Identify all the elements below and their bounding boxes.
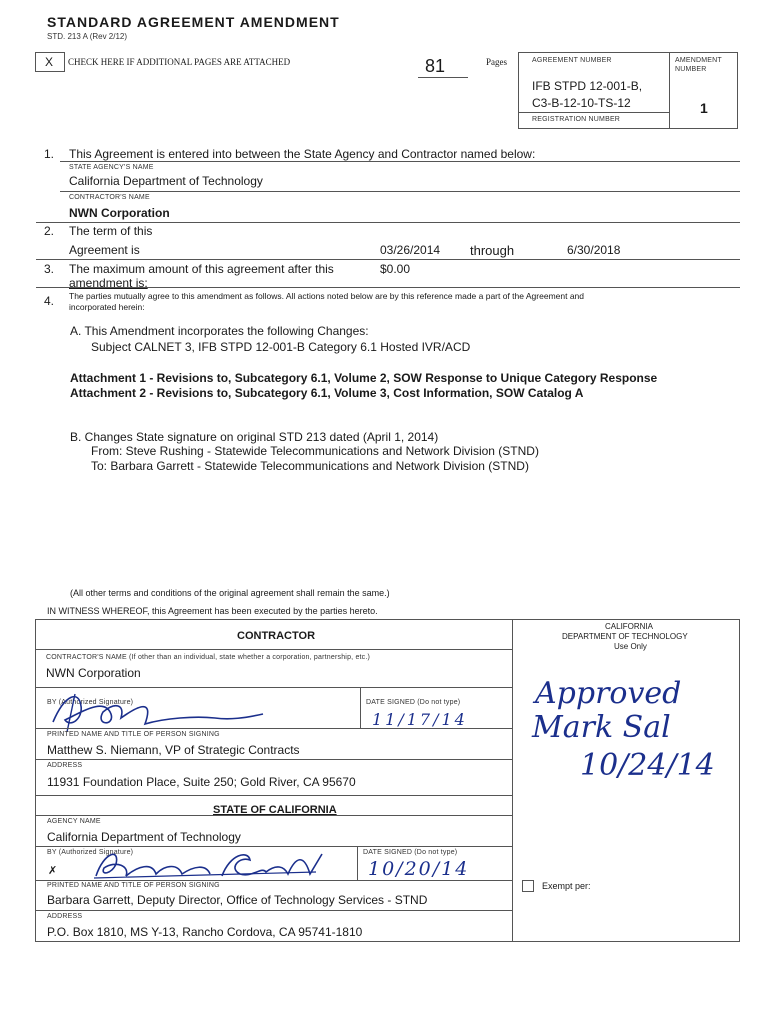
dept-use-line1: CALIFORNIA xyxy=(605,622,654,631)
change-b-line3: To: Barbara Garrett - Statewide Telecommunications and Network Division (STND) xyxy=(91,459,529,473)
registration-number-label: REGISTRATION NUMBER xyxy=(532,116,621,123)
section-1-text: This Agreement is entered into between the State Agency and Contractor named below: xyxy=(69,147,536,161)
section-4-line2: incorporated herein: xyxy=(69,302,145,312)
section-3-number: 3. xyxy=(44,262,55,276)
dept-approval-handwriting-1: Approved xyxy=(535,676,682,711)
state-date-handwritten: 10/20/14 xyxy=(368,858,470,880)
agreement-number-label: AGREEMENT NUMBER xyxy=(532,57,612,64)
term-line2: Agreement is xyxy=(69,243,140,257)
section-1-number: 1. xyxy=(44,147,55,161)
other-terms-note: (All other terms and conditions of the original agreement shall remain the same.) xyxy=(70,588,390,598)
max-amount-line2: amendment is: xyxy=(69,276,148,290)
contractor-printed-name: Matthew S. Niemann, VP of Strategic Contracts xyxy=(47,743,300,757)
change-a-line2: Subject CALNET 3, IFB STPD 12-001-B Category 6.1 Hosted IVR/ACD xyxy=(91,340,471,354)
state-by-label: BY (Authorized Signature) xyxy=(47,849,134,856)
state-printed-name: Barbara Garrett, Deputy Director, Office of Technology Services - STND xyxy=(47,893,428,907)
contractor-address: 11931 Foundation Place, Suite 250; Gold River, CA 95670 xyxy=(47,775,356,789)
change-a-line1: A. This Amendment incorporates the following Changes: xyxy=(70,324,369,338)
state-heading: STATE OF CALIFORNIA xyxy=(213,804,337,816)
pages-label: Pages xyxy=(486,57,507,67)
exempt-label: Exempt per: xyxy=(542,881,591,891)
form-number: STD. 213 A (Rev 2/12) xyxy=(47,32,128,41)
pages-count: 81 xyxy=(425,56,446,76)
state-agency-name-label: STATE AGENCY'S NAME xyxy=(69,164,154,171)
amendment-number: 1 xyxy=(700,100,708,116)
exempt-checkbox[interactable] xyxy=(522,880,534,892)
state-date-label: DATE SIGNED (Do not type) xyxy=(363,849,458,856)
attachment-2: Attachment 2 - Revisions to, Subcategory 6.1, Volume 3, Cost Information, SOW Catalog A xyxy=(70,386,584,400)
section-4-line1: The parties mutually agree to this amendment as follows. All actions noted below are by this reference made a part of the Agreement and xyxy=(69,291,585,301)
state-signature xyxy=(90,846,330,884)
term-start-date: 03/26/2014 xyxy=(380,243,441,257)
state-address-label: ADDRESS xyxy=(47,913,83,920)
additional-pages-label: CHECK HERE IF ADDITIONAL PAGES ARE ATTACHED xyxy=(68,57,291,67)
dept-approval-handwriting-2: Mark Sal xyxy=(532,710,671,745)
contractor-name-label: CONTRACTOR'S NAME xyxy=(69,194,150,201)
state-agency-name-field: California Department of Technology xyxy=(47,830,241,844)
change-b-line1: B. Changes State signature on original STD 213 dated (April 1, 2014) xyxy=(70,430,439,444)
state-agency-name: California Department of Technology xyxy=(69,174,263,188)
change-b-line2: From: Steve Rushing - Statewide Telecommunications and Network Division (STND) xyxy=(91,444,539,458)
agreement-number-line1: IFB STPD 12-001-B, xyxy=(532,79,643,93)
checkbox-x-mark: X xyxy=(45,55,54,69)
section-2-number: 2. xyxy=(44,224,55,238)
dept-approval-handwriting-3: 10/24/14 xyxy=(580,748,715,783)
contractor-date-label: DATE SIGNED (Do not type) xyxy=(366,699,461,706)
term-through: through xyxy=(470,243,515,258)
witness-statement: IN WITNESS WHEREOF, this Agreement has been executed by the parties hereto. xyxy=(47,606,378,616)
max-amount-line1: The maximum amount of this agreement after this xyxy=(69,262,334,276)
attachment-1: Attachment 1 - Revisions to, Subcategory 6.1, Volume 2, SOW Response to Unique Category Response xyxy=(70,371,658,385)
contractor-heading: CONTRACTOR xyxy=(237,630,316,642)
state-address: P.O. Box 1810, MS Y-13, Rancho Cordova, CA 95741-1810 xyxy=(47,925,363,939)
contractor-name: NWN Corporation xyxy=(69,206,170,220)
contractor-address-label: ADDRESS xyxy=(47,762,83,769)
max-amount-value: $0.00 xyxy=(380,262,411,276)
state-printed-label: PRINTED NAME AND TITLE OF PERSON SIGNING xyxy=(47,882,220,889)
additional-pages-checkbox[interactable] xyxy=(35,52,65,72)
dept-use-line2: DEPARTMENT OF TECHNOLOGY xyxy=(562,632,688,641)
term-line1: The term of this xyxy=(69,224,153,238)
contractor-name-field: NWN Corporation xyxy=(46,666,141,680)
amendment-number-label-1: AMENDMENT xyxy=(675,57,722,64)
contractor-by-label: BY (Authorized Signature) xyxy=(47,699,134,706)
state-agency-label: AGENCY NAME xyxy=(47,818,101,825)
contractor-name-field-label: CONTRACTOR'S NAME (If other than an individual, state whether a corporation, partnership, etc.) xyxy=(46,654,371,661)
contractor-printed-label: PRINTED NAME AND TITLE OF PERSON SIGNING xyxy=(47,731,220,738)
section-4-number: 4. xyxy=(44,294,55,308)
agreement-number-line2: C3-B-12-10-TS-12 xyxy=(532,96,631,110)
form-title: STANDARD AGREEMENT AMENDMENT xyxy=(47,14,340,30)
amendment-number-label-2: NUMBER xyxy=(675,66,707,73)
term-end-date: 6/30/2018 xyxy=(567,243,621,257)
contractor-date-handwritten: 11/17/14 xyxy=(372,710,468,729)
state-x-mark: ✗ xyxy=(48,865,58,877)
dept-use-line3: Use Only xyxy=(614,642,647,651)
